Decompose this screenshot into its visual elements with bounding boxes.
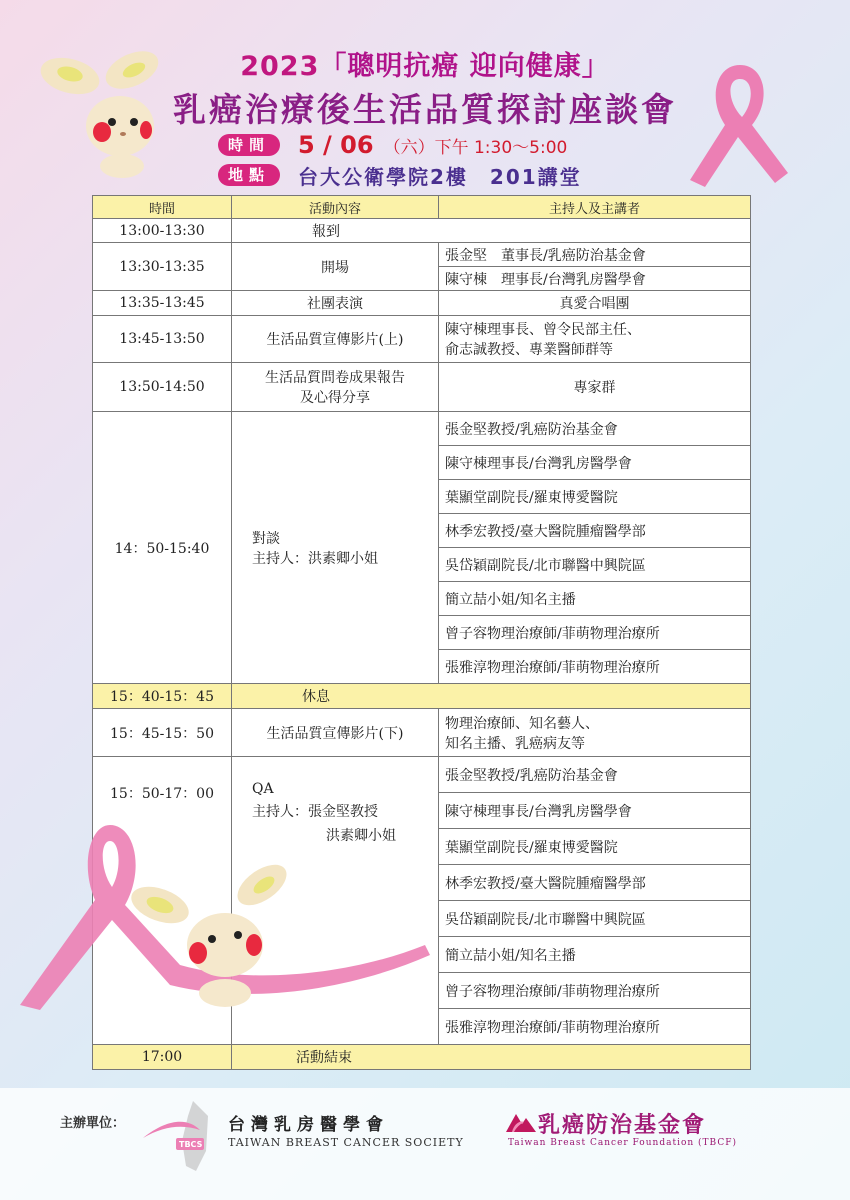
activity-line: 對談 [252, 530, 280, 547]
row-speaker: 張金堅教授/乳癌防治基金會 [439, 757, 751, 793]
header-activity: 活動內容 [232, 196, 439, 219]
row-speaker [439, 316, 751, 363]
row-activity [232, 412, 439, 684]
row-speaker: 張雅淳物理治療師/菲萌物理治療所 [439, 1009, 751, 1045]
activity-line: 洪素卿小姐 [326, 828, 396, 844]
row-activity: 報到 [232, 219, 751, 243]
place-label: 地點 [218, 164, 280, 186]
event-time: （六）下午 1:30～5:00 [383, 137, 568, 158]
activity-line: QA [252, 781, 274, 797]
table-row [93, 219, 751, 243]
speaker-line: 陳守棟理事長、曾令民部主任、 [445, 322, 641, 338]
row-time: 13:45-13:50 [93, 316, 232, 363]
row-time: 13:30-13:35 [93, 243, 232, 291]
row-time: 14：50-15:40 [93, 412, 232, 684]
speaker-line: 物理治療師、知名藝人、 [445, 715, 599, 732]
row-speaker: 葉顯堂副院長/羅東博愛醫院 [439, 480, 751, 514]
row-speaker: 陳守棟 理事長/台灣乳房醫學會 [439, 267, 751, 291]
table-row-break [93, 684, 751, 709]
row-speaker: 簡立喆小姐/知名主播 [439, 937, 751, 973]
activity-line: 主持人：張金堅教授 [252, 804, 378, 820]
speaker-line: 俞志誠教授、專業醫師群等 [445, 342, 613, 358]
row-time: 15：45-15：50 [93, 709, 232, 757]
tbcs-english-name: TAIWAN BREAST CANCER SOCIETY [228, 1136, 464, 1149]
tbcf-english-name: Taiwan Breast Cancer Foundation (TBCF) [508, 1138, 737, 1148]
row-activity [232, 363, 439, 412]
row-speaker: 張雅淳物理治療師/菲萌物理治療所 [439, 650, 751, 684]
row-speaker: 陳守棟理事長/台灣乳房醫學會 [439, 793, 751, 829]
activity-line: 生活品質問卷成果報告 [265, 370, 405, 386]
organizer-label: 主辦單位： [60, 1116, 126, 1131]
row-speaker: 簡立喆小姐/知名主播 [439, 582, 751, 616]
row-speaker: 張金堅 董事長/乳癌防治基金會 [439, 243, 751, 267]
table-row [93, 316, 751, 363]
tbcs-logo-icon [138, 1096, 228, 1176]
tbcs-name: 台灣乳房醫學會 [228, 1115, 389, 1135]
row-time: 15：50-17：00 [93, 757, 232, 1045]
ribbon-bunny-decoration-icon [20, 815, 440, 1015]
table-row-end [93, 1045, 751, 1070]
row-time: 13:50-14:50 [93, 363, 232, 412]
table-row [93, 757, 751, 793]
row-speaker: 吳岱穎副院長/北市聯醫中興院區 [439, 901, 751, 937]
event-date: 5 / 06 [298, 131, 374, 159]
row-speaker: 真愛合唱團 [439, 291, 751, 316]
tbcs-abbr: TBCS [179, 1140, 203, 1149]
row-speaker: 專家群 [439, 363, 751, 412]
time-label: 時間 [218, 134, 280, 156]
table-row [93, 363, 751, 412]
activity-line: 及心得分享 [300, 390, 370, 406]
row-activity: 開場 [232, 243, 439, 291]
row-speaker: 曾子容物理治療師/菲萌物理治療所 [439, 973, 751, 1009]
row-activity: 生活品質宣傳影片(上) [232, 316, 439, 363]
table-row [93, 709, 751, 757]
row-time: 15：40-15：45 [93, 684, 232, 709]
row-activity: 活動結束 [232, 1045, 751, 1070]
event-slogan: 「聰明抗癌 迎向健康」 [319, 51, 610, 82]
table-row [93, 243, 751, 267]
row-speaker: 林季宏教授/臺大醫院腫瘤醫學部 [439, 865, 751, 901]
row-time: 13:00-13:30 [93, 219, 232, 243]
event-place: 台大公衛學院2樓 201講堂 [298, 164, 582, 189]
row-speaker: 吳岱穎副院長/北市聯醫中興院區 [439, 548, 751, 582]
tbcf-logo-icon [504, 1106, 538, 1134]
tbcf-name: 乳癌防治基金會 [538, 1113, 707, 1138]
row-speaker: 張金堅教授/乳癌防治基金會 [439, 412, 751, 446]
place-row [218, 162, 582, 188]
row-speaker [439, 709, 751, 757]
row-speaker: 曾子容物理治療師/菲萌物理治療所 [439, 616, 751, 650]
time-row [218, 132, 567, 158]
activity-line: 主持人：洪素卿小姐 [252, 550, 378, 567]
row-activity: 社團表演 [232, 291, 439, 316]
event-year: 2023 [240, 51, 320, 82]
row-activity: 休息 [232, 684, 751, 709]
table-header-row [93, 196, 751, 219]
row-time: 17:00 [93, 1045, 232, 1070]
row-speaker: 陳守棟理事長/台灣乳房醫學會 [439, 446, 751, 480]
table-row [93, 291, 751, 316]
table-row [93, 412, 751, 446]
footer [0, 1088, 850, 1200]
row-speaker: 林季宏教授/臺大醫院腫瘤醫學部 [439, 514, 751, 548]
speaker-line: 知名主播、乳癌病友等 [445, 735, 585, 752]
header-time: 時間 [93, 196, 232, 219]
row-speaker: 葉顯堂副院長/羅東博愛醫院 [439, 829, 751, 865]
poster-title: 乳癌治療後生活品質探討座談會 [173, 90, 677, 129]
poster-subtitle [0, 44, 850, 83]
header-speakers: 主持人及主講者 [439, 196, 751, 219]
poster-header [0, 0, 850, 190]
row-activity: 生活品質宣傳影片(下) [232, 709, 439, 757]
row-time: 13:35-13:45 [93, 291, 232, 316]
